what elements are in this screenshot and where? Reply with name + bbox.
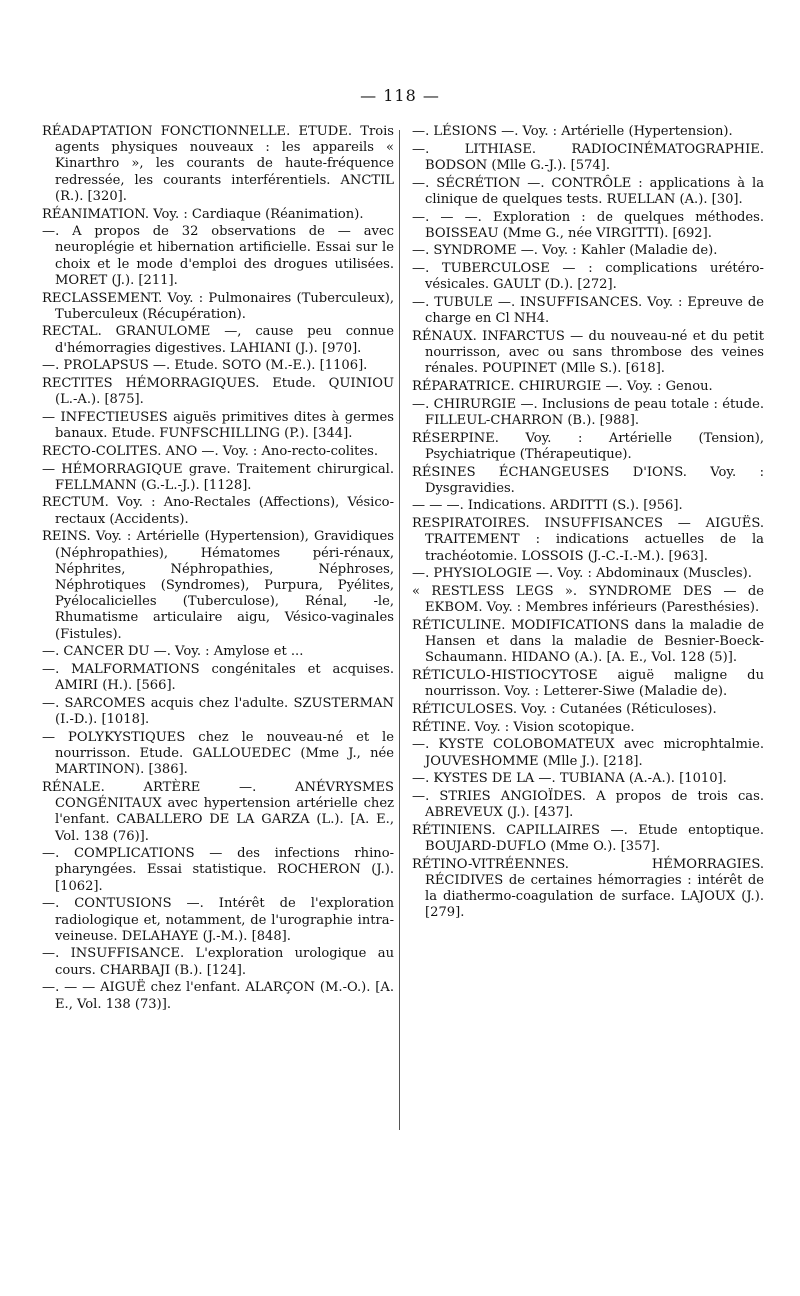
index-entry: RECTO-COLITES. ANO —. Voy. : Ano-recto-colites.: [42, 443, 379, 459]
column-divider: [399, 130, 400, 1130]
index-entry: — POLYKYSTIQUES chez le nouveau-né et le nourrisson. Etude. GALLOUEDEC (Mme J., née MARTINON). [386].: [42, 729, 394, 778]
index-entry: —. SARCOMES acquis chez l'adulte. SZUSTERMAN (I.-D.). [1018].: [42, 695, 394, 728]
index-column-left: [42, 124, 394, 1014]
index-entry: —. COMPLICATIONS — des infections rhino-pharyngées. Essai statistique. ROCHERON (J.). [1062].: [42, 846, 394, 894]
index-entry: —. SÉCRÉTION —. CONTRÔLE : applications à la clinique de quelques tests. RUELLAN (A.). [30].: [412, 175, 764, 207]
index-entry: —. KYSTES DE LA —. TUBIANA (A.-A.). [1010].: [412, 771, 727, 787]
index-entry: RÉPARATRICE. CHIRURGIE —. Voy. : Genou.: [412, 379, 713, 395]
index-entry: —. — —. Exploration : de quelques méthodes. BOISSEAU (Mme G., née VIRGITTI). [692].: [412, 209, 764, 241]
index-entry: —. LITHIASE. RADIOCINÉMATOGRAPHIE. BODSON (Mlle G.-J.). [574].: [412, 141, 764, 173]
index-entry: —. CONTUSIONS —. Intérêt de l'exploration radiologique et, notamment, de l'urographie intra-veineuse. DELAHAYE (J.-M.). [848].: [42, 896, 394, 944]
index-entry: —. PROLAPSUS —. Etude. SOTO (M.-E.). [1106].: [42, 358, 368, 374]
index-entry: —. PHYSIOLOGIE —. Voy. : Abdominaux (Muscles).: [412, 566, 752, 582]
index-entry: RÉNALE. ARTÈRE —. ANÉVRYSMES CONGÉNITAUX avec hypertension artérielle chez l'enfant. CABALLERO DE LA GARZA (L.). [A. E., Vol. 138 (76)].: [42, 779, 394, 844]
index-entry: — — —. Indications. ARDITTI (S.). [956].: [412, 498, 683, 514]
index-entry: —. SYNDROME —. Voy. : Kahler (Maladie de).: [412, 243, 718, 259]
index-entry: RÉTICULINE. MODIFICATIONS dans la maladie de Hansen et dans la maladie de Besnier-Boeck-Schaumann. HIDANO (A.). [A. E., Vol. 128 (5)].: [412, 617, 764, 666]
index-entry: —. CANCER DU —. Voy. : Amylose et ...: [42, 644, 304, 660]
index-entry: RECTITES HÉMORRAGIQUES. Etude. QUINIOU (L.-A.). [875].: [42, 376, 394, 408]
index-entry: RÉSERPINE. Voy. : Artérielle (Tension), Psychiatrique (Thérapeutique).: [412, 430, 764, 462]
index-entry: RÉTINIENS. CAPILLAIRES —. Etude entoptique. BOUJARD-DUFLO (Mme O.). [357].: [412, 822, 764, 855]
index-entry: — HÉMORRAGIQUE grave. Traitement chirurgical. FELLMANN (G.-L.-J.). [1128].: [42, 461, 394, 493]
index-entry: RÉTICULOSES. Voy. : Cutanées (Réticuloses).: [412, 701, 717, 717]
index-entry: RÉTICULO-HISTIOCYTOSE aiguë maligne du nourrisson. Voy. : Letterer-Siwe (Maladie de).: [412, 668, 764, 700]
index-entry: —. LÉSIONS —. Voy. : Artérielle (Hypertension).: [412, 124, 733, 139]
index-entry: RECTAL. GRANULOME —, cause peu connue d'hémorragies digestives. LAHIANI (J.). [970].: [42, 324, 394, 356]
index-entry: —. STRIES ANGIOÏDES. A propos de trois cas. ABREVEUX (J.). [437].: [412, 788, 764, 821]
index-entry: RÉADAPTATION FONCTIONNELLE. ETUDE. Trois agents physiques nouveaux : les appareils « Kinarthro », les courants de haute-fréquence redressée, les courants interférentiels. ANCTIL (R.). [320].: [42, 124, 394, 204]
index-entry: —. — — AIGUË chez l'enfant. ALARÇON (M.-O.). [A. E., Vol. 138 (73)].: [42, 980, 394, 1012]
index-entry: —. A propos de 32 observations de — avec neuroplégie et hibernation artificielle. Essai sur le choix et le mode d'emploi des drogues utilisées. MORET (J.). [211].: [42, 224, 394, 288]
index-entry: —. TUBERCULOSE — : complications urétéro-vésicales. GAULT (D.). [272].: [412, 261, 764, 293]
index-entry: RÉNAUX. INFARCTUS — du nouveau-né et du petit nourrisson, avec ou sans thrombose des veines rénales. POUPINET (Mlle S.). [618].: [412, 328, 764, 377]
index-entry: RESPIRATOIRES. INSUFFISANCES — AIGUËS. TRAITEMENT : indications actuelles de la trachéotomie. LOSSOIS (J.-C.-I.-M.). [963].: [412, 516, 764, 564]
index-entry: —. TUBULE —. INSUFFISANCES. Voy. : Epreuve de charge en Cl NH4.: [412, 295, 764, 327]
index-entry: —. INSUFFISANCE. L'exploration urologique au cours. CHARBAJI (B.). [124].: [42, 946, 394, 978]
index-entry: —. CHIRURGIE —. Inclusions de peau totale : étude. FILLEUL-CHARRON (B.). [988].: [412, 396, 764, 428]
index-entry: —. KYSTE COLOBOMATEUX avec microphtalmie. JOUVESHOMME (Mlle J.). [218].: [412, 737, 764, 769]
index-column-right: [412, 124, 764, 923]
index-entry: — INFECTIEUSES aiguës primitives dites à germes banaux. Etude. FUNFSCHILLING (P.). [344].: [42, 409, 394, 442]
index-entry: RECLASSEMENT. Voy. : Pulmonaires (Tuberculeux), Tuberculeux (Récupération).: [42, 290, 394, 322]
index-entry: RÉTINE. Voy. : Vision scotopique.: [412, 719, 635, 735]
index-entry: « RESTLESS LEGS ». SYNDROME DES — de EKBOM. Voy. : Membres inférieurs (Paresthésies).: [412, 583, 764, 616]
index-entry: RECTUM. Voy. : Ano-Rectales (Affections), Vésico-rectaux (Accidents).: [42, 495, 394, 527]
index-entry: RÉTINO-VITRÉENNES. HÉMORRAGIES. RÉCIDIVES de certaines hémorragies : intérêt de la diathermo-coagulation de surface. LAJOUX (J.). [279].: [412, 856, 764, 921]
index-entry: REINS. Voy. : Artérielle (Hypertension), Gravidiques (Néphropathies), Hématomes péri-rénaux, Néphrites, Néphropathies, Néphroses, Néphrotiques (Syndromes), Purpura, Pyélites, Pyélocalicielles (Tuberculose), Rénal, -le, Rhumatisme articulaire aigu, Vésico-vaginales (Fistules).: [42, 529, 394, 642]
index-entry: RÉANIMATION. Voy. : Cardiaque (Réanimation).: [42, 206, 364, 222]
index-entry: —. MALFORMATIONS congénitales et acquises. AMIRI (H.). [566].: [42, 662, 394, 694]
index-entry: RÉSINES ÉCHANGEUSES D'IONS. Voy. : Dysgravidies.: [412, 464, 764, 496]
page-number: — 118 —: [360, 86, 440, 105]
